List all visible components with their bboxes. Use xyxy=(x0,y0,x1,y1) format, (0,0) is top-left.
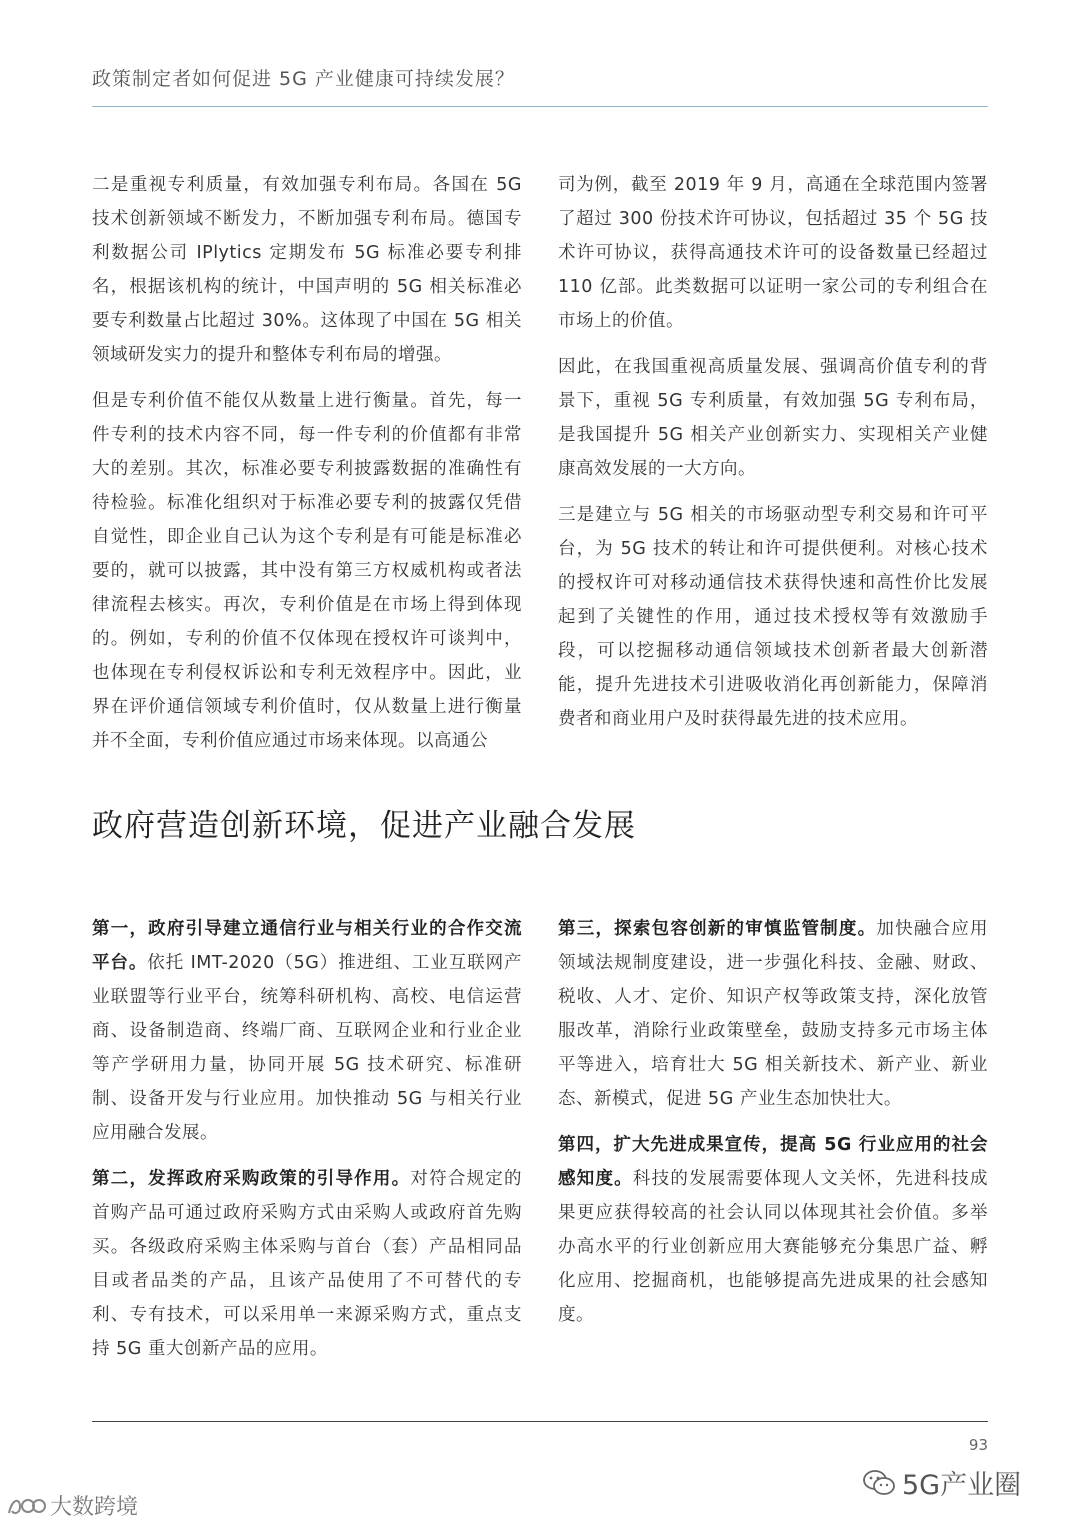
paragraph-lead: 第一，政府引导建立通信行业与相关行业的合作交流平台。 xyxy=(92,919,522,973)
watermark-left-label: 大数跨境 xyxy=(50,1495,139,1520)
page-header-title: 政策制定者如何促进 5G 产业健康可持续发展？ xyxy=(92,68,515,90)
paragraph-body: 加快融合应用领域法规制度建设，进一步强化科技、金融、财政、税收、人才、定价、知识产权等政策支持，深化放管服改革，消除行业政策壁垒，鼓励支持多元市场主体平等进入，培育壮大 5G 相关新技术、新产业、新业态、新模式，促进 5G 产业生态加快壮大。 xyxy=(558,919,989,1109)
watermark-right-label: 5G产业圈 xyxy=(902,1470,1022,1501)
wechat-icon xyxy=(862,1469,896,1497)
upper-right-column xyxy=(558,168,988,736)
paragraph-lead: 第二，发挥政府采购政策的引导作用。 xyxy=(92,1169,411,1189)
paragraph: 但是专利价值不能仅从数量上进行衡量。首先，每一件专利的技术内容不同，每一件专利的价值都有非常大的差别。其次，标准必要专利披露数据的准确性有待检验。标准化组织对于标准必要专利的披露仅凭借自觉性，即企业自己认为这个专利是有可能是标准必要的，就可以披露，其中没有第三方权威机构或者法律流程去核实。再次，专利价值是在市场上得到体现的。例如，专利的价值不仅体现在授权许可谈判中，也体现在专利侵权诉讼和专利无效程序中。因此，业界在评价通信领域专利价值时，仅从数量上进行衡量并不全面，专利价值应通过市场来体现。以高通公 xyxy=(92,391,522,751)
paragraph-body: 对符合规定的首购产品可通过政府采购方式由采购人或政府首先购买。各级政府采购主体采购与首台（套）产品相同品目或者品类的产品，且该产品使用了不可替代的专利、专有技术，可以采用单一来源采购方式，重点支持 5G 重大创新产品的应用。 xyxy=(92,1169,523,1359)
paragraph-body: 科技的发展需要体现人文关怀，先进科技成果更应获得较高的社会认同以体现其社会价值。多举办高水平的行业创新应用大赛能够充分集思广益、孵化应用、挖掘商机，也能够提高先进成果的社会感知度。 xyxy=(558,1169,989,1325)
header-divider xyxy=(92,106,988,107)
paragraph-lead: 第四，扩大先进成果宣传，提高 5G 行业应用的社会感知度。 xyxy=(558,1135,988,1189)
page-number: 93 xyxy=(968,1436,988,1454)
lower-left-column xyxy=(92,912,522,1366)
datun-logo-icon xyxy=(6,1493,46,1519)
paragraph: 二是重视专利质量，有效加强专利布局。各国在 5G 技术创新领域不断发力，不断加强专利布局。德国专利数据公司 IPlytics 定期发布 5G 标准必要专利排名，根据该机构的统计，中国声明的 5G 相关标准必要专利数量占比超过 30%。这体现了中国在 5G 相关领域研发实力的提升和整体专利布局的增强。 xyxy=(92,175,522,365)
paragraph xyxy=(92,912,522,1150)
watermark-right xyxy=(862,1463,1021,1502)
paragraph xyxy=(558,1128,988,1332)
paragraph-lead: 第三，探索包容创新的审慎监管制度。 xyxy=(558,919,877,939)
upper-left-column xyxy=(92,168,522,758)
paragraph: 因此，在我国重视高质量发展、强调高价值专利的背景下，重视 5G 专利质量，有效加强 5G 专利布局，是我国提升 5G 相关产业创新实力、实现相关产业健康高效发展的一大方向。 xyxy=(558,357,988,479)
paragraph xyxy=(558,912,988,1116)
footer-divider xyxy=(92,1421,988,1422)
paragraph xyxy=(92,1162,522,1366)
lower-right-column xyxy=(558,912,988,1332)
paragraph: 三是建立与 5G 相关的市场驱动型专利交易和许可平台，为 5G 技术的转让和许可提供便利。对核心技术的授权许可对移动通信技术获得快速和高性价比发展起到了关键性的作用，通过技术授权等有效激励手段，可以挖掘移动通信领域技术创新者最大创新潜能，提升先进技术引进吸收消化再创新能力，保障消费者和商业用户及时获得最先进的技术应用。 xyxy=(558,505,988,729)
section-heading: 政府营造创新环境，促进产业融合发展 xyxy=(92,808,636,844)
paragraph: 司为例，截至 2019 年 9 月，高通在全球范围内签署了超过 300 份技术许可协议，包括超过 35 个 5G 技术许可协议，获得高通技术许可的设备数量已经超过 110 亿部。此类数据可以证明一家公司的专利组合在市场上的价值。 xyxy=(558,175,988,331)
paragraph-body: 依托 IMT-2020（5G）推进组、工业互联网产业联盟等行业平台，统筹科研机构、高校、电信运营商、设备制造商、终端厂商、互联网企业和行业企业等产学研用力量，协同开展 5G 技术研究、标准研制、设备开发与行业应用。加快推动 5G 与相关行业应用融合发展。 xyxy=(92,953,523,1143)
watermark-left xyxy=(6,1490,138,1521)
